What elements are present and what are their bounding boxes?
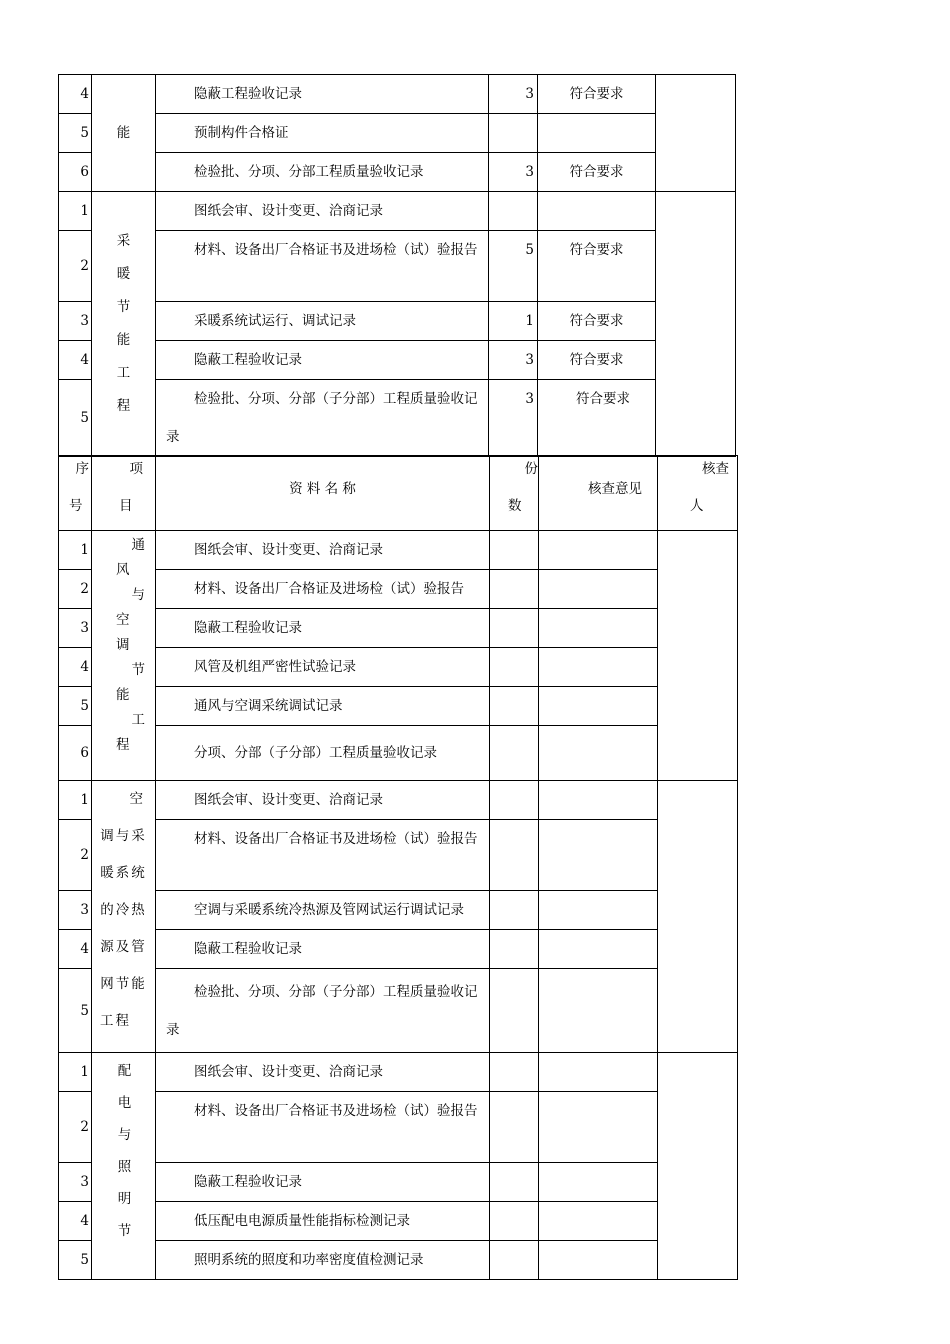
check-opinion [539, 531, 658, 570]
document-name: 检验批、分项、分部工程质量验收记录 [156, 153, 489, 192]
copy-count [490, 969, 539, 1053]
checker-cell [658, 781, 738, 1053]
document-name: 材料、设备出厂合格证及进场检（试）验报告 [156, 570, 490, 609]
table-row [59, 153, 736, 192]
project-cell [92, 1053, 156, 1280]
check-opinion: 符合要求 [538, 153, 656, 192]
row-seq: 2 [59, 231, 92, 302]
copy-count [490, 687, 539, 726]
check-opinion [539, 726, 658, 781]
header-project-line1: 项 [129, 461, 143, 477]
project-char: 暖 [116, 266, 131, 282]
project-line: 调与采 [100, 828, 147, 844]
row-seq: 1 [59, 531, 92, 570]
project-cell [92, 75, 156, 192]
checker-cell [656, 75, 736, 192]
row-seq: 3 [59, 302, 92, 341]
check-opinion [539, 1163, 658, 1202]
row-seq: 3 [59, 891, 92, 930]
check-opinion [539, 648, 658, 687]
project-char: 与 [131, 587, 145, 603]
check-opinion: 符合要求 [538, 341, 656, 380]
document-name: 隐蔽工程验收记录 [156, 609, 490, 648]
table-row [59, 302, 736, 341]
row-seq: 4 [59, 341, 92, 380]
row-seq: 5 [59, 969, 92, 1053]
header-document-name: 资 料 名 称 [156, 456, 490, 531]
table-row [59, 781, 738, 820]
table-row [59, 231, 736, 302]
document-name: 照明系统的照度和功率密度值检测记录 [156, 1241, 490, 1280]
header-project [92, 456, 156, 531]
project-char: 节 [117, 1223, 132, 1239]
row-seq: 1 [59, 781, 92, 820]
project-char: 电 [117, 1095, 132, 1111]
project-char: 程 [116, 737, 130, 753]
copy-count: 3 [489, 75, 538, 114]
copy-count [490, 781, 539, 820]
table-row [59, 1092, 738, 1163]
project-char: 节 [116, 299, 131, 315]
check-opinion [539, 820, 658, 891]
copy-count [489, 114, 538, 153]
table-row [59, 648, 738, 687]
header-seq-line2: 号 [69, 498, 83, 514]
project-cell [92, 781, 156, 1053]
copy-count [490, 609, 539, 648]
project-line: 网节能 [100, 976, 147, 992]
table-row [59, 531, 738, 570]
document-name: 图纸会审、设计变更、洽商记录 [156, 531, 490, 570]
row-seq: 1 [59, 192, 92, 231]
checker-cell [658, 1053, 738, 1280]
copy-count [490, 1163, 539, 1202]
row-seq: 2 [59, 820, 92, 891]
table-row [59, 891, 738, 930]
row-seq: 5 [59, 687, 92, 726]
document-name: 采暖系统试运行、调试记录 [156, 302, 489, 341]
check-opinion [539, 1202, 658, 1241]
inspection-table-2 [58, 455, 738, 1280]
project-char: 与 [117, 1127, 132, 1143]
copy-count [490, 726, 539, 781]
project-char: 节 [131, 662, 145, 678]
copy-count: 1 [489, 302, 538, 341]
table-row [59, 1163, 738, 1202]
copy-count [490, 1241, 539, 1280]
document-name: 通风与空调采统调试记录 [156, 687, 490, 726]
table-row [59, 1202, 738, 1241]
row-seq: 3 [59, 1163, 92, 1202]
table-row [59, 192, 736, 231]
table-row [59, 820, 738, 891]
document-name: 空调与采暖系统冷热源及管网试运行调试记录 [156, 891, 490, 930]
document-name: 材料、设备出厂合格证书及进场检（试）验报告 [156, 1092, 490, 1163]
row-seq: 1 [59, 1053, 92, 1092]
header-count [490, 456, 539, 531]
project-label: 能 [116, 125, 131, 141]
project-char: 采 [116, 233, 131, 249]
project-line: 工程 [100, 1013, 131, 1029]
project-char: 能 [116, 687, 130, 703]
document-name: 检验批、分项、分部（子分部）工程质量验收记录 [156, 969, 490, 1053]
table-row [59, 930, 738, 969]
header-seq [59, 456, 92, 531]
check-opinion [539, 781, 658, 820]
row-seq: 2 [59, 1092, 92, 1163]
row-seq: 6 [59, 153, 92, 192]
document-name: 预制构件合格证 [156, 114, 489, 153]
header-checker-line2: 人 [690, 498, 704, 514]
check-opinion [539, 1092, 658, 1163]
table-row [59, 341, 736, 380]
project-char: 工 [131, 712, 145, 728]
check-opinion: 符合要求 [538, 75, 656, 114]
copy-count [490, 570, 539, 609]
copy-count: 3 [489, 341, 538, 380]
check-opinion: 符合要求 [538, 231, 656, 302]
check-opinion [539, 687, 658, 726]
project-cell [92, 531, 156, 781]
project-char: 工 [116, 365, 131, 381]
row-seq: 4 [59, 930, 92, 969]
document-name: 分项、分部（子分部）工程质量验收记录 [156, 726, 490, 781]
table-row [59, 1241, 738, 1280]
inspection-table-1 [58, 74, 736, 457]
check-opinion [539, 1241, 658, 1280]
project-line: 暖系统 [100, 865, 147, 881]
check-opinion [538, 114, 656, 153]
document-name: 风管及机组严密性试验记录 [156, 648, 490, 687]
project-char: 空 [116, 612, 130, 628]
document-name: 图纸会审、设计变更、洽商记录 [156, 1053, 490, 1092]
header-check-opinion: 核查意见 [539, 456, 658, 531]
header-count-line2: 数 [508, 498, 522, 514]
check-opinion [539, 609, 658, 648]
check-opinion [539, 1053, 658, 1092]
check-opinion [539, 930, 658, 969]
row-seq: 4 [59, 75, 92, 114]
project-cell [92, 192, 156, 457]
header-count-line1: 份 [524, 461, 538, 477]
copy-count [490, 820, 539, 891]
document-name: 检验批、分项、分部（子分部）工程质量验收记录 [156, 380, 489, 457]
project-char: 调 [116, 637, 130, 653]
copy-count [490, 1092, 539, 1163]
check-opinion: 符合要求 [538, 302, 656, 341]
project-char: 风 [116, 562, 130, 578]
table-row [59, 380, 736, 457]
header-project-line2: 目 [119, 498, 133, 514]
copy-count: 3 [489, 380, 538, 457]
document-name: 隐蔽工程验收记录 [156, 1163, 490, 1202]
row-seq: 5 [59, 380, 92, 457]
table-row [59, 114, 736, 153]
copy-count [490, 1053, 539, 1092]
project-char: 通 [131, 537, 145, 553]
copy-count [490, 930, 539, 969]
document-name: 隐蔽工程验收记录 [156, 930, 490, 969]
document-name: 图纸会审、设计变更、洽商记录 [156, 192, 489, 231]
copy-count [489, 192, 538, 231]
copy-count [490, 531, 539, 570]
table-row [59, 726, 738, 781]
table-row [59, 969, 738, 1053]
copy-count: 5 [489, 231, 538, 302]
project-line: 的冷热 [100, 902, 147, 918]
table-row [59, 687, 738, 726]
check-opinion [539, 891, 658, 930]
table-row [59, 570, 738, 609]
row-seq: 4 [59, 648, 92, 687]
check-opinion [539, 570, 658, 609]
header-checker [658, 456, 738, 531]
document-name: 隐蔽工程验收记录 [156, 341, 489, 380]
table-row [59, 1053, 738, 1092]
project-char: 照 [117, 1159, 132, 1175]
project-char: 程 [116, 398, 131, 414]
checker-cell [656, 192, 736, 457]
header-seq-line1: 序 [75, 461, 89, 477]
row-seq: 2 [59, 570, 92, 609]
document-name: 低压配电电源质量性能指标检测记录 [156, 1202, 490, 1241]
copy-count [490, 1202, 539, 1241]
checker-cell [658, 531, 738, 781]
project-line: 空 [129, 791, 145, 807]
row-seq: 6 [59, 726, 92, 781]
table-row [59, 609, 738, 648]
row-seq: 3 [59, 609, 92, 648]
check-opinion [539, 969, 658, 1053]
document-name: 材料、设备出厂合格证书及进场检（试）验报告 [156, 231, 489, 302]
header-checker-line1: 核查 [702, 461, 729, 477]
copy-count [490, 648, 539, 687]
row-seq: 4 [59, 1202, 92, 1241]
project-line: 源及管 [100, 939, 147, 955]
row-seq: 5 [59, 114, 92, 153]
document-name: 材料、设备出厂合格证书及进场检（试）验报告 [156, 820, 490, 891]
project-char: 明 [117, 1191, 132, 1207]
copy-count [490, 891, 539, 930]
check-opinion: 符合要求 [538, 380, 656, 457]
row-seq: 5 [59, 1241, 92, 1280]
project-char: 能 [116, 332, 131, 348]
copy-count: 3 [489, 153, 538, 192]
table-row [59, 75, 736, 114]
table-header-row [59, 456, 738, 531]
document-name: 图纸会审、设计变更、洽商记录 [156, 781, 490, 820]
project-char: 配 [117, 1063, 132, 1079]
document-name: 隐蔽工程验收记录 [156, 75, 489, 114]
check-opinion [538, 192, 656, 231]
